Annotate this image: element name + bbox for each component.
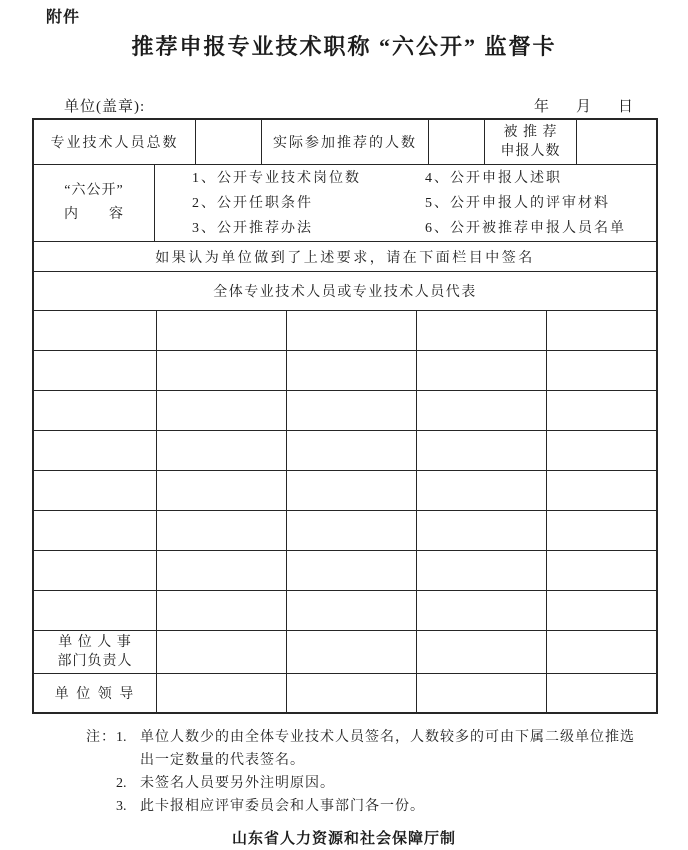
signature-row [34,431,656,471]
hr-manager-signature-cell [417,631,547,673]
signature-cell [287,431,417,470]
signature-row [34,311,656,351]
hr-manager-label-line2: 部门负责人 [57,654,133,669]
signature-cell [547,391,656,430]
signature-cell [287,391,417,430]
signature-cell [417,551,547,590]
recommended-count-label-line1: 被 推 荐 [503,125,558,140]
signature-cell [157,511,287,550]
signature-cell [287,311,417,350]
signature-cell [34,471,157,510]
unit-seal-label: 单位(盖章): [64,99,146,115]
notes-section [86,726,646,818]
signature-cell [547,511,656,550]
notes-items [116,726,637,818]
total-staff-value-cell [196,120,262,164]
signature-cell [417,431,547,470]
hr-manager-label-line1: 单 位 人 事 [58,635,132,650]
signature-cell [417,311,547,350]
signature-cell [34,311,157,350]
signature-cell [417,391,547,430]
note-number: 1. [116,730,127,745]
signature-row [34,511,656,551]
note-number: 3. [116,799,127,814]
six-open-content [155,165,656,241]
note-item [116,795,637,818]
unit-leader-signature-cell [547,674,656,712]
signature-cell [157,591,287,630]
unit-leader-row [34,674,656,712]
signature-row [34,551,656,591]
total-staff-label: 专业技术人员总数 [34,120,196,164]
note-text: 单位人数少的由全体专业技术人员签名，人数较多的可由下属二级单位推选出一定数量的代表签名。 [140,730,635,768]
unit-leader-signature-cell [287,674,417,712]
signature-cell [287,551,417,590]
six-open-item-1: 1、公开专业技术岗位数 [192,170,361,186]
recommended-count-label [485,120,577,164]
note-item [116,726,637,772]
supervision-card-table [32,118,658,714]
six-open-items-left [192,166,425,241]
hr-manager-signature-cell [547,631,656,673]
six-open-item-2: 2、公开任职条件 [192,195,313,211]
notes-inner [86,726,646,818]
attachment-label: 附件 [46,9,81,26]
signature-cell [287,351,417,390]
signature-row [34,351,656,391]
note-number: 2. [116,776,127,791]
instruction-row [34,242,656,272]
signature-cell [547,311,656,350]
hr-manager-signature-cell [157,631,287,673]
signature-cell [157,391,287,430]
signature-cell [34,511,157,550]
note-text: 未签名人员要另外注明原因。 [140,776,335,791]
six-open-item-4: 4、公开申报人述职 [425,170,562,186]
hr-manager-signature-cell [287,631,417,673]
six-open-label-line1: “六公开” [64,183,124,198]
signers-header-text: 全体专业技术人员或专业技术人员代表 [213,285,477,300]
six-open-items-right [425,166,626,241]
actual-participants-value-cell [429,120,485,164]
six-open-item-6: 6、公开被推荐申报人员名单 [425,220,626,236]
date-label: 年 月 日 [534,99,640,115]
signature-cell [34,351,157,390]
signature-cell [417,351,547,390]
signature-cell [287,591,417,630]
signature-cell [547,551,656,590]
signature-cell [417,471,547,510]
signature-cell [157,431,287,470]
signature-cell [417,591,547,630]
six-open-label [34,165,155,241]
note-text: 此卡报相应评审委员会和人事部门各一份。 [140,799,425,814]
signature-cell [547,351,656,390]
signature-cell [157,351,287,390]
recommended-count-value-cell [577,120,656,164]
signature-row [34,391,656,431]
signature-row [34,591,656,631]
note-item [116,772,637,795]
signers-header-row [34,272,656,311]
six-open-item-3: 3、公开推荐办法 [192,220,313,236]
signature-cell [547,431,656,470]
issuing-authority: 山东省人力资源和社会保障厅制 [231,830,456,847]
unit-leader-signature-cell [417,674,547,712]
signature-cell [157,551,287,590]
signature-row [34,471,656,511]
six-open-row [34,165,656,242]
hr-manager-label [34,631,157,673]
six-open-label-line2: 内 容 [64,207,124,222]
notes-label: 注： [86,730,116,745]
unit-leader-signature-cell [157,674,287,712]
signature-cell [34,591,157,630]
signature-cell [157,311,287,350]
signature-cell [34,431,157,470]
signature-cell [547,471,656,510]
signature-cell [157,471,287,510]
recommended-count-label-line2: 申报人数 [500,144,561,159]
signature-cell [34,391,157,430]
signature-cell [287,471,417,510]
actual-participants-label: 实际参加推荐的人数 [262,120,429,164]
signature-cell [34,551,157,590]
summary-row [34,120,656,165]
signature-cell [417,511,547,550]
instruction-text: 如果认为单位做到了上述要求，请在下面栏目中签名 [155,250,535,266]
signature-cell [287,511,417,550]
page-title: 推荐申报专业技术职称 “六公开” 监督卡 [131,34,557,59]
hr-manager-row [34,631,656,674]
signature-cell [547,591,656,630]
six-open-item-5: 5、公开申报人的评审材料 [425,195,610,211]
unit-leader-label: 单 位 领 导 [34,674,157,712]
